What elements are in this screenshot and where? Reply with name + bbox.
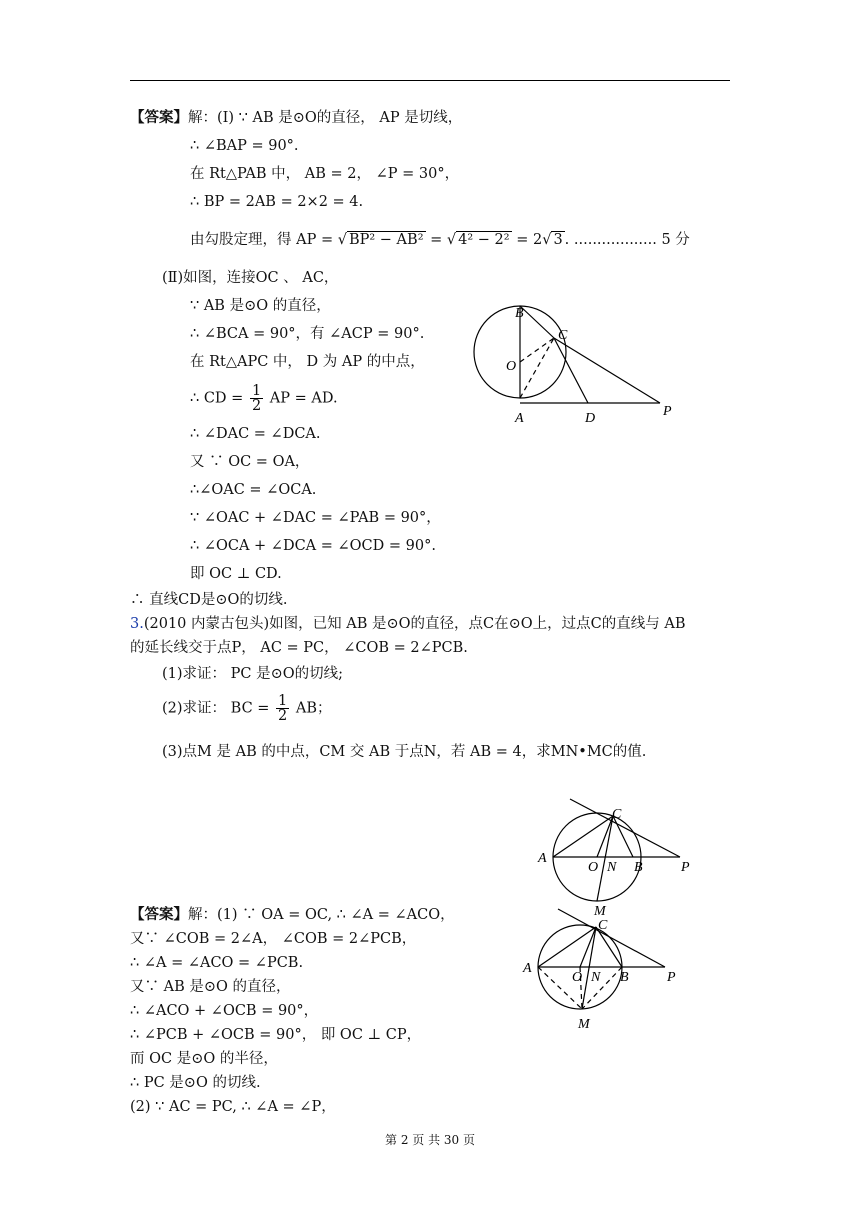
figure-2-circle: [530, 795, 710, 920]
fig1-line-cp: [554, 338, 660, 403]
header-rule: [130, 80, 730, 81]
fig2-label-n: N: [607, 860, 617, 875]
cd-tail: AP = AD.: [269, 390, 338, 407]
fig1-dashed-ac: [520, 338, 554, 398]
answer3-line-8: ∴ PC 是⊙O 的切线.: [130, 1075, 261, 1091]
fig2-label-a: A: [538, 851, 547, 866]
problem3-text-1: (2010 内蒙古包头)如图，已知 AB 是⊙O的直径，点C在⊙O上，过点C的直线与 AB: [143, 616, 686, 632]
fig2-chord-ac: [553, 816, 613, 857]
answer3-line-4: 又∵ AB 是⊙O 的直径，: [130, 979, 291, 995]
part2-line-11: 即 OC ⊥ CD.: [190, 566, 282, 582]
fig2-label-o: O: [588, 860, 599, 875]
sqrt-expression-3: 3: [553, 232, 563, 248]
fig2-tangent: [570, 799, 680, 857]
fig3-tangent: [558, 909, 665, 967]
problem3-sub-2: [162, 694, 332, 723]
answer-tag: 【答案】: [130, 109, 188, 126]
part2-line-4: 在 Rt△APC 中， D 为 AP 的中点，: [190, 354, 425, 370]
part2-line-8: ∴∠OAC = ∠OCA.: [190, 482, 317, 498]
figure-3-circle: [520, 905, 700, 1040]
fig3-label-m: M: [578, 1017, 590, 1032]
fig3-label-p: P: [667, 970, 676, 985]
fig1-dashed-oc: [520, 338, 554, 362]
fig1-label-d: D: [585, 411, 596, 426]
fig3-label-b: B: [620, 970, 629, 985]
fig1-label-c: C: [558, 328, 568, 343]
sub2-lead: (2)求证： BC =: [162, 700, 270, 717]
fig1-chord-bc: [520, 306, 554, 338]
fig3-label-c: C: [598, 918, 608, 933]
fig3-label-a: A: [523, 961, 532, 976]
answer-line-4: ∴ BP = 2AB = 2×2 = 4.: [190, 194, 364, 210]
fig1-label-b: B: [515, 306, 524, 321]
result-coef: = 2: [516, 232, 543, 248]
answer-text: 解：(Ⅰ) ∵ AB 是⊙O的直径， AP 是切线，: [188, 110, 463, 126]
answer3-line-9: (2) ∵ AC = PC, ∴ ∠A = ∠P，: [130, 1099, 336, 1115]
fig3-label-o: O: [572, 970, 583, 985]
fig3-label-n: N: [591, 970, 601, 985]
fraction-half-2: $\frac{1}{2}$: [278, 693, 288, 724]
answer3-line-5: ∴ ∠ACO + ∠OCB = 90°，: [130, 1003, 319, 1019]
answer-line-2: ∴ ∠BAP = 90°.: [190, 138, 299, 154]
score-mark: . .................. 5 分: [564, 232, 690, 248]
fig1-label-p: P: [663, 404, 672, 419]
fig2-label-m: M: [594, 904, 606, 919]
sub2-tail: AB；: [295, 700, 332, 717]
pythagoras-lead: 由勾股定理，得 AP =: [190, 232, 334, 248]
fig2-label-p: P: [681, 860, 690, 875]
fig3-chord-cb: [596, 927, 622, 967]
answer3-text-1: 解：(1) ∵ OA = OC, ∴ ∠A = ∠ACO，: [188, 907, 455, 923]
answer3-line-6: ∴ ∠PCB + ∠OCB = 90°， 即 OC ⊥ CP，: [130, 1027, 422, 1043]
answer-line-3: 在 Rt△PAB 中， AB = 2， ∠P = 30°，: [190, 166, 460, 182]
fig1-label-o: O: [506, 359, 517, 374]
part2-line-5: [190, 384, 338, 413]
part2-line-10: ∴ ∠OCA + ∠DCA = ∠OCD = 90°.: [190, 538, 436, 554]
fraction-half: $\frac{1}{2}$: [251, 383, 262, 414]
answer3-line-3: ∴ ∠A = ∠ACO = ∠PCB.: [130, 955, 304, 971]
answer3-line-7: 而 OC 是⊙O 的半径，: [130, 1051, 278, 1067]
problem3-sub-1: (1)求证： PC 是⊙O的切线;: [162, 666, 344, 682]
sqrt-expression-2: 4² − 2²: [458, 232, 510, 248]
sqrt-expression-1: BP² − AB²: [348, 232, 424, 248]
part2-line-6: ∴ ∠DAC = ∠DCA.: [190, 426, 321, 442]
problem3-sub-3: (3)点M 是 AB 的中点，CM 交 AB 于点N，若 AB = 4，求MN•MC的值.: [162, 744, 647, 760]
cd-lead: ∴ CD =: [190, 390, 244, 407]
answer-line-5: 由勾股定理，得 AP = √ BP² − AB² = √ 4² − 2² = 2√ 3 . .................. 5 分: [190, 232, 690, 248]
answer-line-1: [130, 108, 462, 128]
problem3-line-1: [130, 614, 686, 634]
fig2-label-c: C: [612, 807, 622, 822]
fig2-label-b: B: [634, 860, 643, 875]
answer3-line-2: 又∵ ∠COB = 2∠A， ∠COB = 2∠PCB，: [130, 931, 417, 947]
answer3-line-1: [130, 905, 455, 925]
page-footer: 第 2 页 共 30 页: [385, 1133, 475, 1147]
part2-line-9: ∵ ∠OAC + ∠DAC = ∠PAB = 90°，: [190, 510, 441, 526]
part2-conclusion: ∴ 直线CD是⊙O的切线.: [130, 592, 288, 608]
part2-line-2: ∵ AB 是⊙O 的直径，: [190, 298, 331, 314]
fig1-label-a: A: [515, 411, 524, 426]
equals-sign: =: [430, 232, 443, 248]
part2-line-3: ∴ ∠BCA = 90°，有 ∠ACP = 90°.: [190, 326, 425, 342]
part2-line-7: 又 ∵ OC = OA，: [190, 454, 310, 470]
problem3-line-2: 的延长线交于点P， AC = PC， ∠COB = 2∠PCB.: [130, 640, 468, 656]
figure-1-circle-tangent: [470, 300, 690, 430]
fig3-chord-ac: [538, 927, 596, 967]
part2-line-1: (Ⅱ)如图，连接OC 、 AC，: [162, 270, 339, 286]
fig2-line-cm: [597, 816, 613, 901]
problem-number: 3.: [130, 616, 144, 632]
answer3-tag: 【答案】: [130, 906, 188, 923]
